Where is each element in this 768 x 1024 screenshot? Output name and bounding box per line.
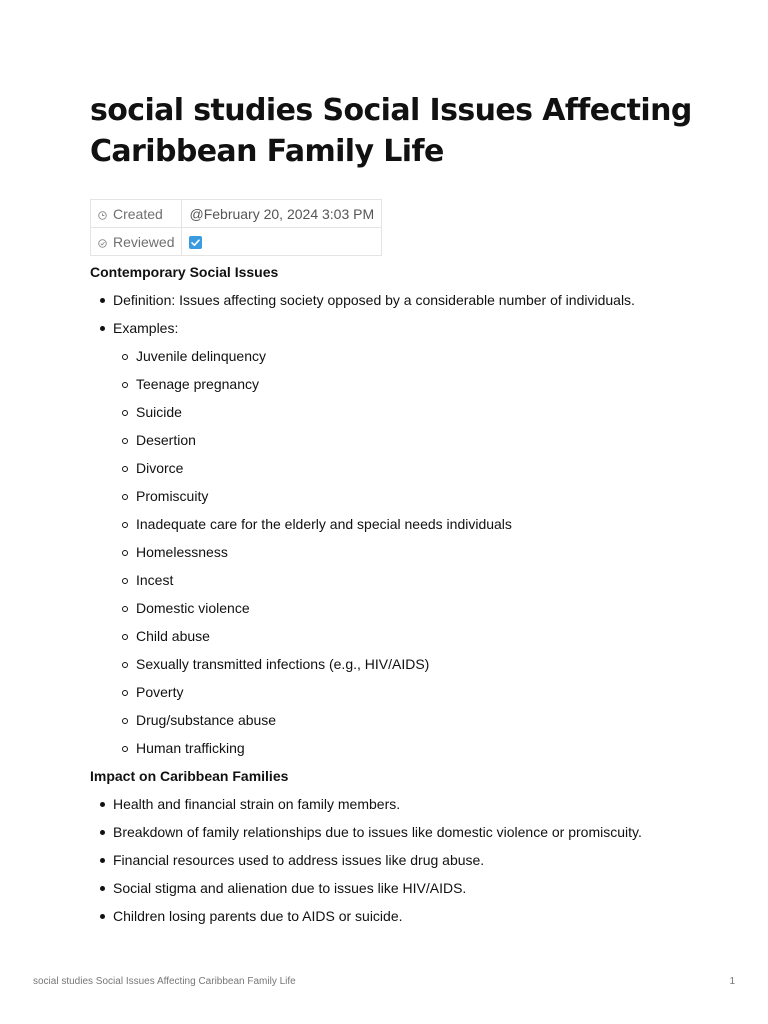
footer-page-number: 1 bbox=[729, 976, 735, 987]
reviewed-value bbox=[182, 228, 382, 256]
impact-item: Breakdown of family relationships due to issues like domestic violence or promiscuity. bbox=[90, 818, 690, 846]
footer-doc-title: social studies Social Issues Affecting Caribbean Family Life bbox=[33, 976, 296, 987]
created-label: Created bbox=[113, 205, 163, 222]
created-value: @February 20, 2024 3:03 PM bbox=[182, 200, 382, 228]
contemporary-list bbox=[90, 286, 690, 762]
property-key-created bbox=[91, 200, 182, 228]
reviewed-checkbox[interactable] bbox=[189, 236, 202, 249]
impact-item: Health and financial strain on family members. bbox=[90, 790, 690, 818]
example-item: Teenage pregnancy bbox=[113, 370, 690, 398]
definition-item: Definition: Issues affecting society opposed by a considerable number of individuals. bbox=[90, 286, 690, 314]
heading-impact-on-caribbean-families: Impact on Caribbean Families bbox=[90, 768, 289, 784]
examples-item bbox=[90, 314, 690, 762]
example-item: Domestic violence bbox=[113, 594, 690, 622]
checkbox-property-icon bbox=[98, 235, 107, 244]
property-row-created bbox=[91, 200, 382, 228]
example-item: Divorce bbox=[113, 454, 690, 482]
heading-contemporary-social-issues: Contemporary Social Issues bbox=[90, 264, 279, 280]
property-key-reviewed bbox=[91, 228, 182, 256]
example-item: Human trafficking bbox=[113, 734, 690, 762]
example-item: Child abuse bbox=[113, 622, 690, 650]
example-item: Homelessness bbox=[113, 538, 690, 566]
example-item: Suicide bbox=[113, 398, 690, 426]
example-item: Inadequate care for the elderly and special needs individuals bbox=[113, 510, 690, 538]
example-item: Sexually transmitted infections (e.g., HIV/AIDS) bbox=[113, 650, 690, 678]
reviewed-label: Reviewed bbox=[113, 233, 175, 250]
example-item: Juvenile delinquency bbox=[113, 342, 690, 370]
impact-item: Children losing parents due to AIDS or suicide. bbox=[90, 902, 690, 930]
example-item: Drug/substance abuse bbox=[113, 706, 690, 734]
example-item: Promiscuity bbox=[113, 482, 690, 510]
impact-item: Financial resources used to address issues like drug abuse. bbox=[90, 846, 690, 874]
impact-list bbox=[90, 790, 690, 930]
page-title: social studies Social Issues Affecting Caribbean Family Life bbox=[90, 93, 692, 169]
example-item: Desertion bbox=[113, 426, 690, 454]
examples-list bbox=[113, 342, 690, 762]
properties-table bbox=[90, 199, 382, 256]
example-item: Poverty bbox=[113, 678, 690, 706]
clock-icon bbox=[98, 207, 107, 216]
examples-label: Examples: bbox=[113, 320, 179, 336]
impact-item: Social stigma and alienation due to issues like HIV/AIDS. bbox=[90, 874, 690, 902]
page-content bbox=[90, 258, 690, 930]
example-item: Incest bbox=[113, 566, 690, 594]
property-row-reviewed bbox=[91, 228, 382, 256]
